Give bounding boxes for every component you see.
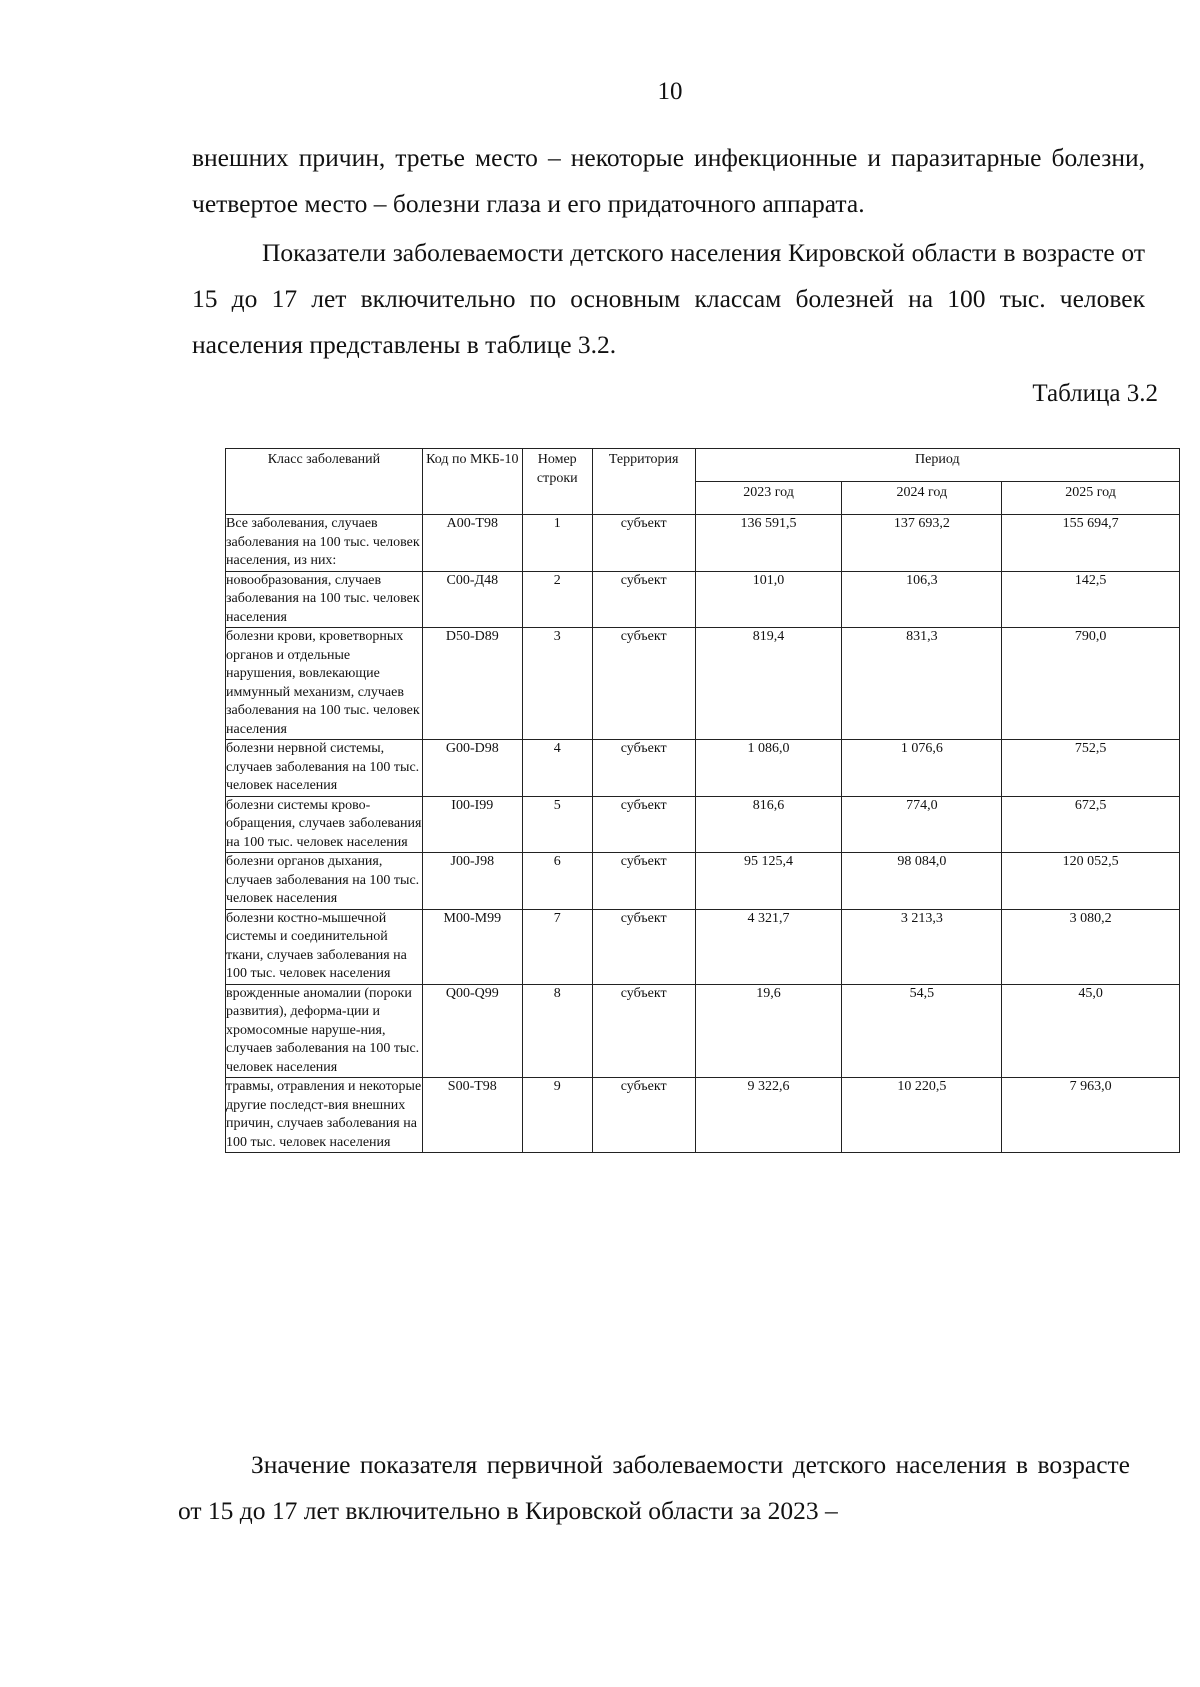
value-2024-cell: 3 213,3 (842, 909, 1002, 984)
table-row (226, 909, 1180, 984)
value-2024-cell: 10 220,5 (842, 1078, 1002, 1153)
value-2023-cell: 9 322,6 (695, 1078, 842, 1153)
territory-cell: субъект (592, 740, 695, 797)
value-2023-cell: 136 591,5 (695, 515, 842, 572)
page-number: 10 (657, 78, 683, 105)
value-2023-cell: 19,6 (695, 984, 842, 1078)
header-period: Период (695, 449, 1179, 482)
lead-paragraph: Показатели заболеваемости детского населения Кировской области в возрасте от 15 до 17 лет включительно по основным классам болезней на 100 тыс. человек населения представлены в таблице 3.2. (192, 238, 1145, 359)
table-row (226, 740, 1180, 797)
value-2024-cell: 1 076,6 (842, 740, 1002, 797)
value-2024-cell: 98 084,0 (842, 853, 1002, 910)
table-body (226, 515, 1180, 1153)
row-number-cell: 8 (522, 984, 592, 1078)
value-2025-cell: 790,0 (1002, 628, 1180, 740)
row-number-cell: 2 (522, 571, 592, 628)
value-2024-cell: 54,5 (842, 984, 1002, 1078)
intro-paragraph: внешних причин, третье место – некоторые инфекционные и паразитарные болезни, четвертое место – болезни глаза и его придаточного аппарата. (192, 143, 1145, 218)
class-cell: болезни крови, кроветворных органов и отдельные нарушения, вовлекающие иммунный механизм, случаев заболевания на 100 тыс. человек населения (226, 628, 423, 740)
territory-cell: субъект (592, 628, 695, 740)
table-row (226, 796, 1180, 853)
row-number-cell: 3 (522, 628, 592, 740)
value-2023-cell: 816,6 (695, 796, 842, 853)
code-cell: C00-Д48 (422, 571, 522, 628)
code-cell: J00-J98 (422, 853, 522, 910)
value-2023-cell: 4 321,7 (695, 909, 842, 984)
row-number-cell: 9 (522, 1078, 592, 1153)
territory-cell: субъект (592, 984, 695, 1078)
header-year-2023: 2023 год (695, 482, 842, 515)
header-code: Код по МКБ-10 (422, 449, 522, 515)
code-cell: G00-D98 (422, 740, 522, 797)
class-cell: новообразования, случаев заболевания на 100 тыс. человек населения (226, 571, 423, 628)
row-number-cell: 7 (522, 909, 592, 984)
code-cell: I00-I99 (422, 796, 522, 853)
territory-cell: субъект (592, 515, 695, 572)
value-2024-cell: 106,3 (842, 571, 1002, 628)
code-cell: S00-T98 (422, 1078, 522, 1153)
value-2025-cell: 120 052,5 (1002, 853, 1180, 910)
value-2024-cell: 137 693,2 (842, 515, 1002, 572)
table-caption: Таблица 3.2 (1032, 380, 1158, 407)
value-2024-cell: 774,0 (842, 796, 1002, 853)
table-row (226, 515, 1180, 572)
header-class: Класс заболеваний (226, 449, 423, 515)
table-row (226, 571, 1180, 628)
value-2025-cell: 3 080,2 (1002, 909, 1180, 984)
value-2025-cell: 7 963,0 (1002, 1078, 1180, 1153)
morbidity-table (225, 448, 1180, 1153)
class-cell: болезни костно-мышечной системы и соединительной ткани, случаев заболевания на 100 тыс. человек населения (226, 909, 423, 984)
table-row (226, 984, 1180, 1078)
territory-cell: субъект (592, 853, 695, 910)
code-cell: M00-M99 (422, 909, 522, 984)
value-2023-cell: 819,4 (695, 628, 842, 740)
class-cell: травмы, отравления и некоторые другие последст-вия внешних причин, случаев заболевания на 100 тыс. человек населения (226, 1078, 423, 1153)
table-row (226, 1078, 1180, 1153)
value-2025-cell: 142,5 (1002, 571, 1180, 628)
header-year-2024: 2024 год (842, 482, 1002, 515)
header-territory: Территория (592, 449, 695, 515)
territory-cell: субъект (592, 909, 695, 984)
territory-cell: субъект (592, 1078, 695, 1153)
row-number-cell: 1 (522, 515, 592, 572)
class-cell: болезни системы крово-обращения, случаев заболевания на 100 тыс. человек населения (226, 796, 423, 853)
code-cell: Q00-Q99 (422, 984, 522, 1078)
class-cell: Все заболевания, случаев заболевания на 100 тыс. человек населения, из них: (226, 515, 423, 572)
territory-cell: субъект (592, 796, 695, 853)
value-2023-cell: 1 086,0 (695, 740, 842, 797)
value-2025-cell: 45,0 (1002, 984, 1180, 1078)
row-number-cell: 6 (522, 853, 592, 910)
code-cell: A00-T98 (422, 515, 522, 572)
header-year-2025: 2025 год (1002, 482, 1180, 515)
class-cell: врожденные аномалии (пороки развития), деформа-ции и хромосомные наруше-ния, случаев заболевания на 100 тыс. человек населения (226, 984, 423, 1078)
class-cell: болезни органов дыхания, случаев заболевания на 100 тыс. человек населения (226, 853, 423, 910)
table-row (226, 853, 1180, 910)
table-row (226, 628, 1180, 740)
class-cell: болезни нервной системы, случаев заболевания на 100 тыс. человек населения (226, 740, 423, 797)
value-2023-cell: 101,0 (695, 571, 842, 628)
value-2024-cell: 831,3 (842, 628, 1002, 740)
row-number-cell: 5 (522, 796, 592, 853)
value-2025-cell: 155 694,7 (1002, 515, 1180, 572)
closing-paragraph: Значение показателя первичной заболеваемости детского населения в возрасте от 15 до 17 лет включительно в Кировской области за 2023 – (178, 1450, 1130, 1525)
header-row-number: Номер строки (522, 449, 592, 515)
value-2025-cell: 752,5 (1002, 740, 1180, 797)
value-2023-cell: 95 125,4 (695, 853, 842, 910)
territory-cell: субъект (592, 571, 695, 628)
value-2025-cell: 672,5 (1002, 796, 1180, 853)
row-number-cell: 4 (522, 740, 592, 797)
code-cell: D50-D89 (422, 628, 522, 740)
